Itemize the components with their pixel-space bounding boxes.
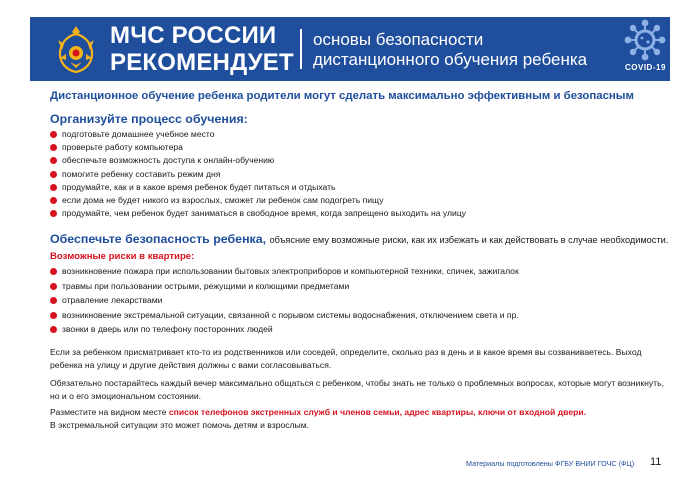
safety-title-tail: объясние ему возможные риски, как их избежать и как действовать в случае необходимости. (269, 235, 669, 245)
brand-line-2: РЕКОМЕНДУЕТ (110, 49, 294, 76)
list-item: проверьте работу компьютера (50, 141, 466, 154)
header-subtitle (313, 30, 587, 70)
list-item: возникновение пожара при использовании бытовых электроприборов и компьютерной техники, спичек, зажигалок (50, 264, 519, 279)
brand-title (110, 22, 294, 76)
page-headline: Дистанционное обучение ребенка родители могут сделать максимально эффективным и безопасным (50, 90, 634, 102)
coronavirus-icon (624, 19, 666, 61)
list-item: возникновение экстремальной ситуации, связанной с порывом системы водоснабжения, отключением света и пр. (50, 308, 519, 323)
footer-credit: Материалы подготовлены ФГБУ ВНИИ ГОЧС (ФЦ) (466, 459, 635, 468)
header-banner (30, 17, 670, 81)
subtitle-line-1: основы безопасности (313, 30, 484, 49)
organize-title: Организуйте процесс обучения: (50, 112, 248, 126)
list-item: если дома не будет никого из взрослых, сможет ли ребенок сам подогреть пищу (50, 194, 466, 207)
header-divider (300, 29, 302, 69)
list-item: обеспечьте возможность доступа к онлайн-обучению (50, 154, 466, 167)
phone-list-outro: В экстремальной ситуации это может помочь детям и взрослым. (50, 419, 310, 430)
list-item: подготовьте домашнее учебное место (50, 128, 466, 141)
brand-line-1: МЧС РОССИИ (110, 22, 277, 49)
list-item: помогите ребенку составить режим дня (50, 168, 466, 181)
list-item: звонки в дверь или по телефону посторонних людей (50, 322, 519, 337)
paragraph-supervision: Если за ребенком присматривает кто-то из родственников или соседей, определите, сколько раз в день и в какое время вы созваниваетесь. Выход ребенка на улицу и другие действия должны с вами согласовываться. (50, 347, 642, 370)
list-item: травмы при пользовании острыми, режущими и колющими предметами (50, 279, 519, 294)
list-item: отравление лекарствами (50, 293, 519, 308)
list-item: продумайте, чем ребенок будет заниматься в свободное время, когда запрещено выходить на улицу (50, 207, 466, 220)
phone-list-intro: Разместите на видном месте (50, 407, 169, 417)
phone-list-highlight: список телефонов экстренных служб и членов семьи, адрес квартиры, ключи от входной двери. (168, 407, 587, 417)
risks-title: Возможные риски в квартире: (50, 251, 195, 262)
paragraph-communication: Обязательно постарайтесь каждый вечер максимально общаться с ребенком, чтобы знать не только о проблемных вопросах, которые могут возникнуть, но и о его эмоциональном состоянии. (50, 378, 664, 401)
risks-list (50, 264, 519, 337)
page-number: 11 (650, 456, 662, 468)
safety-title-main: Обеспечьте безопасность ребенка, (50, 232, 267, 246)
mchs-emblem-icon (56, 24, 96, 74)
safety-title (50, 232, 668, 246)
list-item: продумайте, как и в какое время ребенок будет питаться и отдыхать (50, 181, 466, 194)
organize-list (50, 128, 466, 220)
covid-badge: COVID-19 (625, 63, 666, 72)
subtitle-line-2: дистанционного обучения ребенка (313, 50, 588, 69)
paragraph-phone-list (50, 406, 670, 431)
